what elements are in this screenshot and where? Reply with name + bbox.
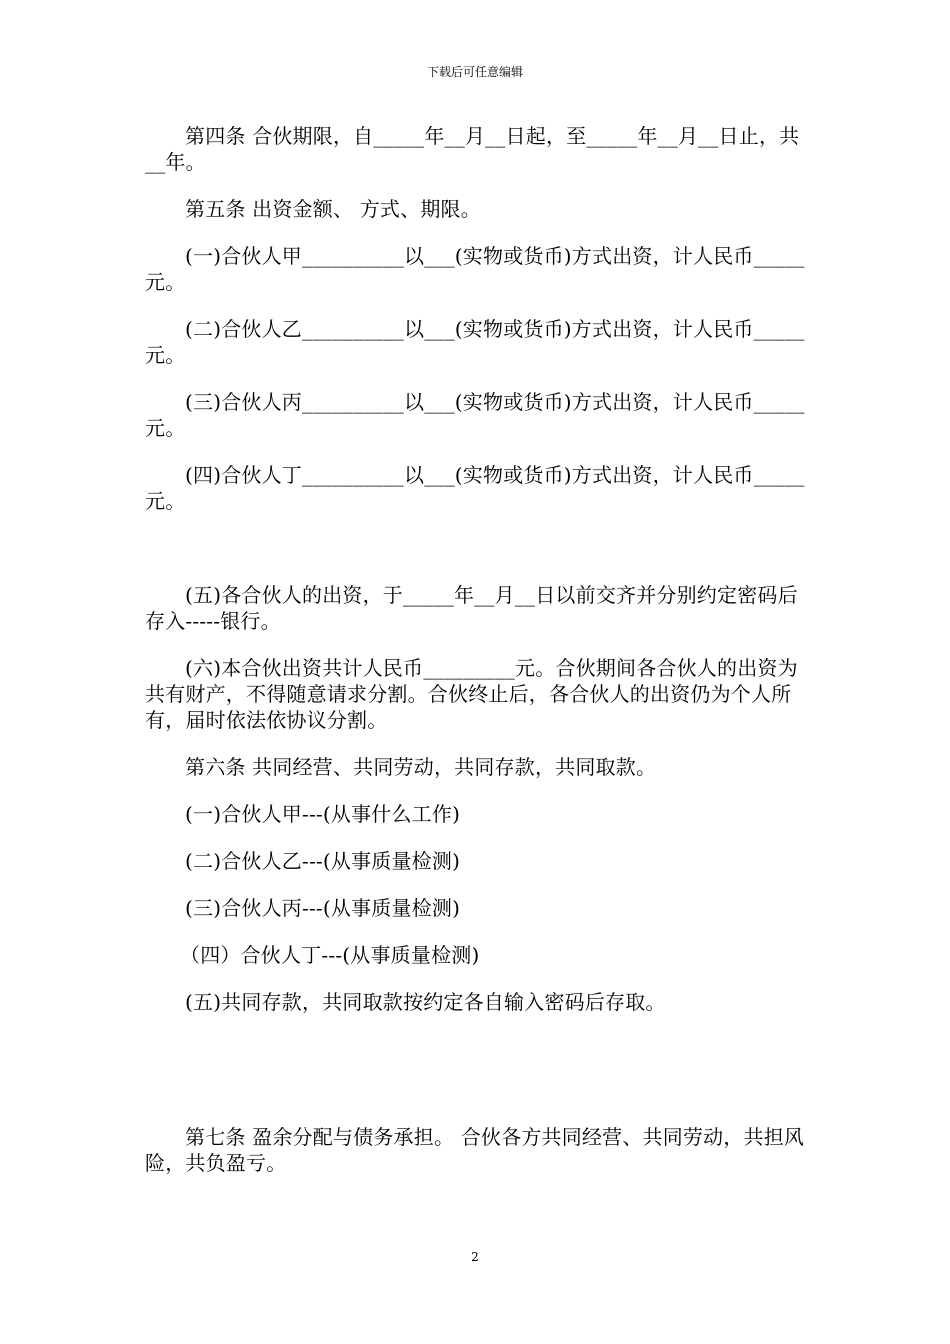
article-5-heading: 第五条 出资金额、 方式、期限。	[185, 197, 481, 221]
contribution-partner-d: (四)合伙人丁__________以___(实物或货币)方式出资，计人民币_____元。	[145, 463, 805, 513]
joint-deposit-withdrawal: (五)共同存款，共同取款按约定各自输入密码后存取。	[185, 990, 666, 1014]
total-contribution: (六)本合伙出资共计人民币_________元。合伙期间各合伙人的出资为共有财产，不得随意请求分割。合伙终止后，各合伙人的出资仍为个人所有，届时依法依协议分割。	[145, 656, 798, 732]
contribution-deadline: (五)各合伙人的出资，于_____年__月__日以前交齐并分别约定密码后存入-----银行。	[145, 583, 798, 633]
contribution-partner-b: (二)合伙人乙__________以___(实物或货币)方式出资，计人民币_____元。	[145, 317, 805, 367]
article-7-profit-debt: 第七条 盈余分配与债务承担。 合伙各方共同经营、共同劳动，共担风险，共负盈亏。	[145, 1125, 805, 1175]
duty-partner-d: （四）合伙人丁---(从事质量检测)	[180, 943, 480, 967]
page-header: 下载后可任意编辑	[426, 65, 523, 79]
contribution-partner-a: (一)合伙人甲__________以___(实物或货币)方式出资，计人民币_____元。	[145, 244, 805, 294]
page-number: 2	[471, 1250, 479, 1264]
duty-partner-a: (一)合伙人甲---(从事什么工作)	[185, 802, 461, 826]
duty-partner-c: (三)合伙人丙---(从事质量检测)	[185, 896, 461, 920]
article-4-term: 第四条 合伙期限，自_____年__月__日起，至_____年__月__日止，共__年。	[145, 124, 800, 174]
duty-partner-b: (二)合伙人乙---(从事质量检测)	[185, 849, 461, 873]
contribution-partner-c: (三)合伙人丙__________以___(实物或货币)方式出资，计人民币_____元。	[145, 390, 805, 440]
article-6-heading: 第六条 共同经营、共同劳动，共同存款，共同取款。	[185, 755, 657, 779]
document-body	[145, 123, 805, 1176]
